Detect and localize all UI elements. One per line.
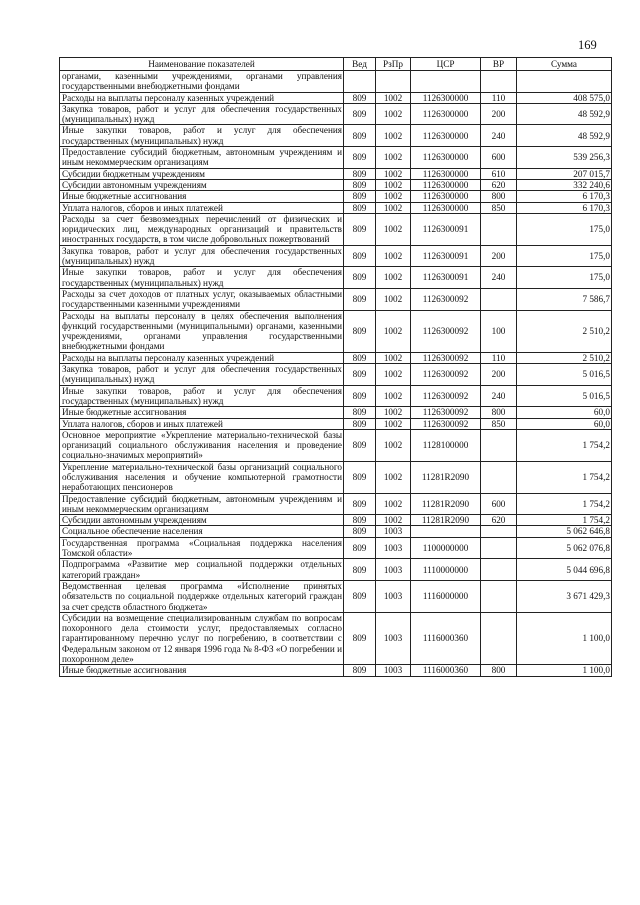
row-sum: 175,0	[517, 213, 612, 245]
row-sum: 5 016,5	[517, 364, 612, 386]
row-vr: 240	[481, 267, 517, 289]
table-row	[60, 168, 612, 179]
row-sum: 2 510,2	[517, 310, 612, 352]
row-csr: 1126300092	[411, 385, 481, 407]
table-row	[60, 202, 612, 213]
row-vr	[481, 288, 517, 310]
row-name: Укрепление материально-технической базы организаций социального обслуживания населения и обучение компьютерной грамотности неработающих пенсионеров	[60, 461, 344, 493]
row-vr: 110	[481, 92, 517, 103]
row-ved: 809	[344, 537, 376, 559]
row-name: Иные закупки товаров, работ и услуг для обеспечения государственных (муниципальных) нужд	[60, 125, 344, 147]
row-csr: 1110000000	[411, 559, 481, 581]
row-ved: 809	[344, 665, 376, 676]
row-rzpr: 1003	[376, 665, 411, 676]
row-rzpr: 1003	[376, 537, 411, 559]
row-name: Иные бюджетные ассигнования	[60, 665, 344, 676]
row-ved	[344, 71, 376, 93]
table-row	[60, 429, 612, 461]
row-ved: 809	[344, 385, 376, 407]
row-csr: 1126300000	[411, 168, 481, 179]
row-vr	[481, 580, 517, 612]
row-name: Иные бюджетные ассигнования	[60, 191, 344, 202]
row-sum: 1 100,0	[517, 612, 612, 664]
row-vr: 850	[481, 418, 517, 429]
row-ved: 809	[344, 580, 376, 612]
row-name: Субсидии бюджетным учреждениям	[60, 168, 344, 179]
row-rzpr: 1002	[376, 310, 411, 352]
row-sum: 1 754,2	[517, 461, 612, 493]
row-rzpr: 1003	[376, 612, 411, 664]
row-vr: 110	[481, 352, 517, 363]
header-vr: ВР	[481, 58, 517, 71]
row-rzpr: 1002	[376, 288, 411, 310]
row-rzpr: 1002	[376, 103, 411, 125]
row-csr: 1126300000	[411, 179, 481, 190]
row-name: Основное мероприятие «Укрепление материально-технической базы организаций социального обслуживания населения и проведение социально-значимых мероприятий»	[60, 429, 344, 461]
row-csr: 1126300092	[411, 288, 481, 310]
row-ved: 809	[344, 526, 376, 537]
row-vr: 610	[481, 168, 517, 179]
table-row	[60, 461, 612, 493]
row-sum: 7 586,7	[517, 288, 612, 310]
row-csr: 1116000360	[411, 665, 481, 676]
table-row	[60, 612, 612, 664]
table-row	[60, 418, 612, 429]
table-row	[60, 125, 612, 147]
row-rzpr: 1002	[376, 429, 411, 461]
row-ved: 809	[344, 352, 376, 363]
table-row	[60, 213, 612, 245]
row-csr: 1126300000	[411, 103, 481, 125]
row-vr: 100	[481, 310, 517, 352]
table-row	[60, 493, 612, 515]
table-row	[60, 537, 612, 559]
row-name: Уплата налогов, сборов и иных платежей	[60, 202, 344, 213]
row-csr: 1126300000	[411, 202, 481, 213]
row-sum: 6 170,3	[517, 191, 612, 202]
row-vr: 800	[481, 665, 517, 676]
row-rzpr: 1002	[376, 461, 411, 493]
row-ved: 809	[344, 364, 376, 386]
table-row	[60, 515, 612, 526]
row-vr: 600	[481, 493, 517, 515]
table-row	[60, 407, 612, 418]
table-row	[60, 364, 612, 386]
row-ved: 809	[344, 461, 376, 493]
row-ved: 809	[344, 168, 376, 179]
row-csr: 11281R2090	[411, 515, 481, 526]
row-sum: 6 170,3	[517, 202, 612, 213]
row-name: Ведомственная целевая программа «Исполнение принятых обязательств по социальной поддержке отдельных категорий граждан за счет средств областного бюджета»	[60, 580, 344, 612]
row-name: Иные закупки товаров, работ и услуг для обеспечения государственных (муниципальных) нужд	[60, 385, 344, 407]
row-rzpr: 1003	[376, 559, 411, 581]
row-csr: 1126300092	[411, 310, 481, 352]
row-sum: 332 240,6	[517, 179, 612, 190]
row-ved: 809	[344, 191, 376, 202]
row-vr: 800	[481, 191, 517, 202]
row-csr: 1126300000	[411, 125, 481, 147]
row-vr	[481, 213, 517, 245]
row-rzpr: 1002	[376, 493, 411, 515]
row-csr: 1126300000	[411, 147, 481, 169]
row-sum: 48 592,9	[517, 125, 612, 147]
row-ved: 809	[344, 267, 376, 289]
row-vr: 200	[481, 103, 517, 125]
header-name: Наименование показателей	[60, 58, 344, 71]
row-name: Субсидии автономным учреждениям	[60, 515, 344, 526]
row-csr: 1126300091	[411, 213, 481, 245]
row-sum: 48 592,9	[517, 103, 612, 125]
row-ved: 809	[344, 429, 376, 461]
row-rzpr: 1002	[376, 168, 411, 179]
row-vr	[481, 461, 517, 493]
row-vr	[481, 559, 517, 581]
row-ved: 809	[344, 515, 376, 526]
row-name: Субсидии на возмещение специализированным службам по вопросам похоронного дела стоимости услуг, предоставляемых согласно гарантированному перечню услуг по погребению, в соответствии с Федеральным законом от 12 января 1996 года № 8-ФЗ «О погребении и похоронном деле»	[60, 612, 344, 664]
row-vr: 620	[481, 515, 517, 526]
row-csr: 1100000000	[411, 537, 481, 559]
header-sum: Сумма	[517, 58, 612, 71]
header-ved: Вед	[344, 58, 376, 71]
row-name: Расходы за счет безвозмездных перечислений от физических и юридических лиц, международных организаций и правительств иностранных государств, в том числе добровольных пожертвований	[60, 213, 344, 245]
row-csr: 1126300092	[411, 418, 481, 429]
row-csr: 1126300091	[411, 245, 481, 267]
row-vr	[481, 537, 517, 559]
row-sum: 175,0	[517, 245, 612, 267]
row-ved: 809	[344, 92, 376, 103]
row-csr: 1126300092	[411, 364, 481, 386]
table-row	[60, 191, 612, 202]
table-header-row	[60, 58, 612, 71]
header-rzpr: РзПр	[376, 58, 411, 71]
row-rzpr: 1002	[376, 515, 411, 526]
row-ved: 809	[344, 202, 376, 213]
row-rzpr: 1002	[376, 352, 411, 363]
row-csr: 1116000360	[411, 612, 481, 664]
row-rzpr: 1002	[376, 125, 411, 147]
row-rzpr: 1002	[376, 364, 411, 386]
row-sum: 60,0	[517, 407, 612, 418]
row-sum: 207 015,7	[517, 168, 612, 179]
row-rzpr: 1002	[376, 418, 411, 429]
row-vr	[481, 429, 517, 461]
row-name: Иные закупки товаров, работ и услуг для обеспечения государственных (муниципальных) нужд	[60, 267, 344, 289]
row-sum: 1 754,2	[517, 515, 612, 526]
table-row	[60, 559, 612, 581]
table-row	[60, 71, 612, 93]
row-vr: 200	[481, 364, 517, 386]
row-vr	[481, 71, 517, 93]
row-ved: 809	[344, 559, 376, 581]
row-vr: 620	[481, 179, 517, 190]
row-csr: 1126300000	[411, 191, 481, 202]
row-rzpr: 1002	[376, 267, 411, 289]
row-ved: 809	[344, 213, 376, 245]
table-row	[60, 92, 612, 103]
row-csr: 1126300092	[411, 352, 481, 363]
row-sum: 539 256,3	[517, 147, 612, 169]
row-sum: 60,0	[517, 418, 612, 429]
row-rzpr: 1002	[376, 213, 411, 245]
row-sum: 3 671 429,3	[517, 580, 612, 612]
row-ved: 809	[344, 147, 376, 169]
row-name: Расходы на выплаты персоналу в целях обеспечения выполнения функций государственными (муниципальными) органами, казенными учреждениями, органами управления государственными внебюджетными фондами	[60, 310, 344, 352]
row-vr	[481, 612, 517, 664]
row-sum: 5 062 076,8	[517, 537, 612, 559]
row-name: Субсидии автономным учреждениям	[60, 179, 344, 190]
row-sum: 5 062 646,8	[517, 526, 612, 537]
row-ved: 809	[344, 407, 376, 418]
row-ved: 809	[344, 103, 376, 125]
row-name: Закупка товаров, работ и услуг для обеспечения государственных (муниципальных) нужд	[60, 245, 344, 267]
row-sum: 5 016,5	[517, 385, 612, 407]
row-csr: 1126300091	[411, 267, 481, 289]
row-name: Государственная программа «Социальная поддержка населения Томской области»	[60, 537, 344, 559]
row-csr: 1126300092	[411, 407, 481, 418]
row-rzpr: 1002	[376, 147, 411, 169]
page-number: 169	[578, 38, 597, 52]
table-row	[60, 665, 612, 676]
row-rzpr: 1002	[376, 202, 411, 213]
budget-table	[59, 57, 612, 677]
row-sum: 175,0	[517, 267, 612, 289]
row-csr: 1126300000	[411, 92, 481, 103]
row-vr: 800	[481, 407, 517, 418]
row-rzpr: 1002	[376, 179, 411, 190]
row-name: Иные бюджетные ассигнования	[60, 407, 344, 418]
row-ved: 809	[344, 288, 376, 310]
table-body	[60, 71, 612, 677]
row-name: Предоставление субсидий бюджетным, автономным учреждениям и иным некоммерческим организациям	[60, 493, 344, 515]
row-csr: 11281R2090	[411, 461, 481, 493]
row-name: органами, казенными учреждениями, органами управления государственными внебюджетными фондами	[60, 71, 344, 93]
row-ved: 809	[344, 245, 376, 267]
row-rzpr: 1002	[376, 385, 411, 407]
row-csr: 1116000000	[411, 580, 481, 612]
table-row	[60, 245, 612, 267]
row-ved: 809	[344, 310, 376, 352]
row-sum: 5 044 696,8	[517, 559, 612, 581]
row-sum: 2 510,2	[517, 352, 612, 363]
row-sum: 1 754,2	[517, 429, 612, 461]
row-rzpr: 1002	[376, 245, 411, 267]
table-row	[60, 385, 612, 407]
table-row	[60, 267, 612, 289]
row-name: Подпрограмма «Развитие мер социальной поддержки отдельных категорий граждан»	[60, 559, 344, 581]
row-vr: 850	[481, 202, 517, 213]
row-csr: 11281R2090	[411, 493, 481, 515]
table-row	[60, 580, 612, 612]
row-sum: 1 754,2	[517, 493, 612, 515]
row-name: Уплата налогов, сборов и иных платежей	[60, 418, 344, 429]
row-name: Расходы за счет доходов от платных услуг, оказываемых областными государственными казенными учреждениями	[60, 288, 344, 310]
row-vr: 200	[481, 245, 517, 267]
table-row	[60, 179, 612, 190]
table-row	[60, 310, 612, 352]
row-rzpr: 1003	[376, 526, 411, 537]
header-csr: ЦСР	[411, 58, 481, 71]
table-row	[60, 288, 612, 310]
table-row	[60, 352, 612, 363]
row-ved: 809	[344, 493, 376, 515]
row-vr: 240	[481, 385, 517, 407]
row-rzpr: 1002	[376, 92, 411, 103]
row-csr: 1128100000	[411, 429, 481, 461]
row-ved: 809	[344, 612, 376, 664]
row-name: Закупка товаров, работ и услуг для обеспечения государственных (муниципальных) нужд	[60, 364, 344, 386]
row-rzpr: 1002	[376, 191, 411, 202]
row-name: Предоставление субсидий бюджетным, автономным учреждениям и иным некоммерческим организациям	[60, 147, 344, 169]
row-csr	[411, 526, 481, 537]
row-name: Закупка товаров, работ и услуг для обеспечения государственных (муниципальных) нужд	[60, 103, 344, 125]
row-name: Расходы на выплаты персоналу казенных учреждений	[60, 352, 344, 363]
row-sum	[517, 71, 612, 93]
row-ved: 809	[344, 179, 376, 190]
row-vr: 240	[481, 125, 517, 147]
table-row	[60, 147, 612, 169]
row-rzpr	[376, 71, 411, 93]
row-ved: 809	[344, 418, 376, 429]
row-rzpr: 1003	[376, 580, 411, 612]
row-sum: 1 100,0	[517, 665, 612, 676]
row-name: Социальное обеспечение населения	[60, 526, 344, 537]
row-vr: 600	[481, 147, 517, 169]
row-rzpr: 1002	[376, 407, 411, 418]
row-sum: 408 575,0	[517, 92, 612, 103]
row-csr	[411, 71, 481, 93]
table-row	[60, 103, 612, 125]
table-row	[60, 526, 612, 537]
row-vr	[481, 526, 517, 537]
row-name: Расходы на выплаты персоналу казенных учреждений	[60, 92, 344, 103]
row-ved: 809	[344, 125, 376, 147]
